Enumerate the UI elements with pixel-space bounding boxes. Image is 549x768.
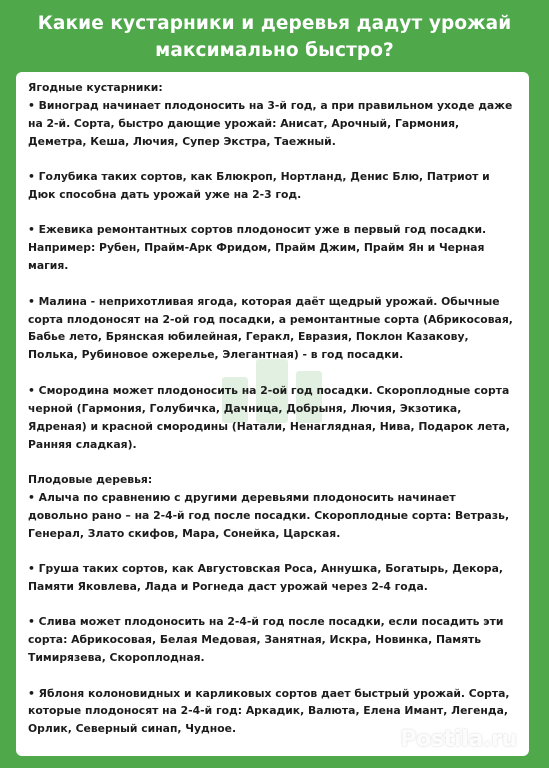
berry-paragraph-blackberry: • Ежевика ремонтантных сортов плодоносит уже в первый год посадки. Например: Рубен, Прайм-Арк Фридом, Прайм Джим, Прайм Ян и Черная магия. [28, 223, 487, 273]
tree-paragraph-pear: • Груша таких сортов, как Августовская Роса, Аннушка, Богатырь, Декора, Памяти Яковлева, Лада и Рогнеда даст урожай через 2-4 года. [28, 562, 504, 593]
berry-paragraph-grape: • Виноград начинает плодоносить на 3-й год, а при правильном уходе даже на 2-й. Сорта, быстро дающие урожай: Анисат, Арочный, Гармония, Деметра, Кеша, Лючия, Супер Экстра, Таежный. [28, 98, 513, 148]
tree-paragraph-plum: • Слива может плодоносить на 2-4-й год после посадки, если посадить эти сорта: Абрикосовая, Белая Медовая, Занятная, Искра, Новинка, Память Тимирязева, Скороплодная. [28, 615, 504, 665]
article-body [28, 79, 519, 738]
trees-heading: Плодовые деревья: [28, 472, 153, 486]
berries-heading: Ягодные кустарники: [28, 81, 163, 94]
berry-paragraph-raspberry: • Малина - неприхотливая ягода, которая даёт щедрый урожай. Обычные сорта плодоносят на 2-ой год посадки, а ремонтантные сорта (Абрикосовая, Бабье лето, Брянская юбилейная, Геракл, Евразия, Поклон Казакову, Полька, Рубиновое ожерелье, Элегантная) - в год посадки. [28, 294, 513, 362]
berries-section [28, 79, 519, 453]
content-card [16, 72, 529, 756]
berry-paragraph-currant: • Смородина может плодоносить на 2-ой год посадки. Скороплодные сорта черной (Гармония, Голубичка, Дачница, Добрыня, Лючия, Экзотика, Ядреная) и красной смородины (Натали, Ненаглядная, Нива, Подарок лета, Ранняя сладкая). [28, 383, 510, 451]
tree-paragraph-cherry-plum: • Алыча по сравнению с другими деревьями плодоносить начинает довольно рано – на 2-4-й год после посадки. Скороплодные сорта: Ветразь, Генерал, Злато скифов, Мара, Сонейка, Царская. [28, 490, 510, 540]
watermark-brand: Postila.ru [400, 727, 517, 752]
trees-section [28, 471, 519, 738]
page-title-line-1: Какие кустарники и деревья дадут урожай [37, 13, 512, 34]
page-title [0, 0, 549, 64]
tree-paragraph-apple: • Яблоня колоновидных и карликовых сортов дает быстрый урожай. Сорта, которые плодоносят на 2-4-й год: Аркадик, Валюта, Елена Имант, Легенда, Орлик, Северный синап, Чудное. [28, 686, 510, 736]
berry-paragraph-blueberry: • Голубика таких сортов, как Блюкроп, Нортланд, Денис Блю, Патриот и Дюк способна дать урожай уже на 2-3 год. [28, 170, 490, 202]
page-header [0, 0, 549, 72]
page-title-line-2: максимально быстро? [155, 40, 394, 61]
